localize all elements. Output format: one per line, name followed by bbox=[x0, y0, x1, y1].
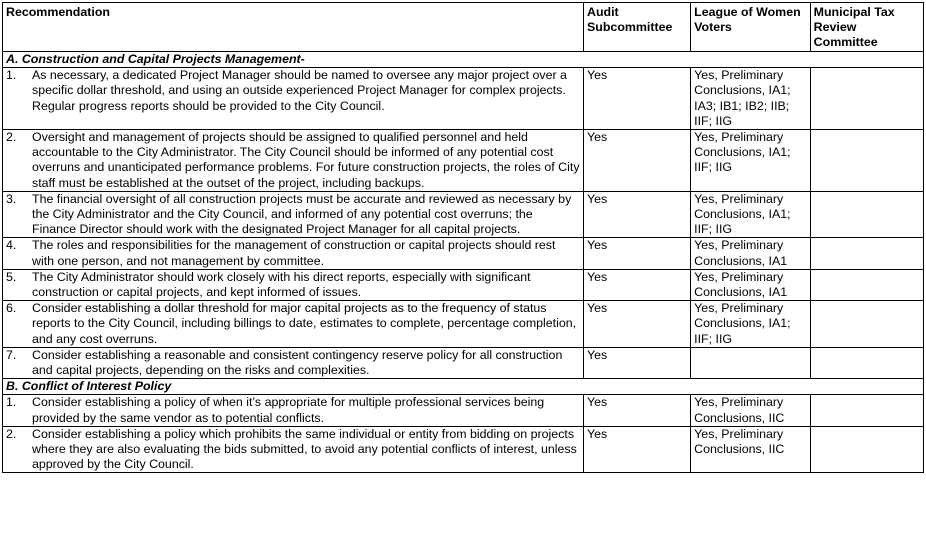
league-cell: Yes, Preliminary Conclusions, IA1 bbox=[691, 238, 811, 269]
league-cell bbox=[691, 347, 811, 378]
section-title: A. Construction and Capital Projects Management- bbox=[3, 52, 924, 68]
table-row bbox=[3, 426, 924, 473]
section-row bbox=[3, 52, 924, 68]
item-number: 4. bbox=[6, 238, 17, 253]
item-text: The City Administrator should work closely with his direct reports, especially with significant construction or capital projects, and kept informed of issues. bbox=[32, 269, 531, 300]
municipal-cell bbox=[810, 68, 923, 130]
recommendations-table bbox=[2, 2, 924, 473]
municipal-cell bbox=[810, 191, 923, 238]
header-league-of-women-voters: League of Women Voters bbox=[691, 3, 811, 52]
recommendation-cell bbox=[3, 68, 584, 130]
audit-cell: Yes bbox=[584, 191, 691, 238]
table-row bbox=[3, 191, 924, 238]
league-cell: Yes, Preliminary Conclusions, IIC bbox=[691, 426, 811, 473]
item-number: 2. bbox=[6, 426, 17, 441]
municipal-cell bbox=[810, 426, 923, 473]
audit-cell: Yes bbox=[584, 130, 691, 192]
header-row bbox=[3, 3, 924, 52]
header-recommendation: Recommendation bbox=[3, 3, 584, 52]
table-row bbox=[3, 301, 924, 348]
section-title: B. Conflict of Interest Policy bbox=[3, 379, 924, 395]
item-number: 1. bbox=[6, 68, 17, 83]
league-cell: Yes, Preliminary Conclusions, IA1; IIF; IIG bbox=[691, 301, 811, 348]
item-text: Consider establishing a policy which prohibits the same individual or entity from bidding on projects where they are also evaluating the bids submitted, to avoid any potential conflicts of interest, unless approved by the City Council. bbox=[32, 426, 577, 472]
recommendation-cell bbox=[3, 301, 584, 348]
item-text: Consider establishing a policy of when it’s appropriate for multiple professional services being provided by the same vendor as to potential conflicts. bbox=[32, 395, 545, 425]
municipal-cell bbox=[810, 347, 923, 378]
municipal-cell bbox=[810, 301, 923, 348]
header-audit-subcommittee: Audit Subcommittee bbox=[584, 3, 691, 52]
item-text: The roles and responsibilities for the management of construction or capital projects should rest with one person, and not management by committee. bbox=[32, 238, 556, 268]
item-text: The financial oversight of all construction projects must be accurate and reviewed as necessary by the City Administrator and the City Council, and informed of any potential cost overruns; the Finance Director should work with the designated Project Manager for all capital projects. bbox=[32, 191, 572, 237]
item-number: 7. bbox=[6, 347, 17, 362]
table-row bbox=[3, 238, 924, 269]
header-municipal-tax-review: Municipal Tax Review Committee bbox=[810, 3, 923, 52]
recommendation-cell bbox=[3, 130, 584, 192]
recommendation-cell bbox=[3, 395, 584, 426]
audit-cell: Yes bbox=[584, 347, 691, 378]
item-number: 3. bbox=[6, 191, 17, 206]
recommendation-cell bbox=[3, 191, 584, 238]
audit-cell: Yes bbox=[584, 269, 691, 300]
table-row bbox=[3, 395, 924, 426]
recommendation-cell bbox=[3, 269, 584, 300]
table-row bbox=[3, 130, 924, 192]
municipal-cell bbox=[810, 130, 923, 192]
table-row bbox=[3, 68, 924, 130]
municipal-cell bbox=[810, 395, 923, 426]
item-text: Consider establishing a reasonable and consistent contingency reserve policy for all construction and capital projects, depending on the risks and complexities. bbox=[32, 347, 563, 378]
item-number: 6. bbox=[6, 301, 17, 316]
item-text: Oversight and management of projects should be assigned to qualified personnel and held accountable to the City Administrator. The City Council should be informed of any potential cost overruns and unanticipated performance problems. For future construction projects, the roles of City staff must be established at the outset of the project, including backups. bbox=[32, 130, 580, 190]
audit-cell: Yes bbox=[584, 301, 691, 348]
league-cell: Yes, Preliminary Conclusions, IA1; IA3; IB1; IB2; IIB; IIF; IIG bbox=[691, 68, 811, 130]
item-text: Consider establishing a dollar threshold for major capital projects as to the frequency of status reports to the City Council, including billings to date, estimates to complete, percentage completion, and any cost overruns. bbox=[32, 301, 577, 346]
municipal-cell bbox=[810, 238, 923, 269]
audit-cell: Yes bbox=[584, 238, 691, 269]
section-row bbox=[3, 379, 924, 395]
item-number: 5. bbox=[6, 269, 17, 284]
table-row bbox=[3, 269, 924, 300]
item-number: 2. bbox=[6, 130, 17, 145]
league-cell: Yes, Preliminary Conclusions, IA1; IIF; IIG bbox=[691, 191, 811, 238]
item-number: 1. bbox=[6, 395, 17, 410]
audit-cell: Yes bbox=[584, 395, 691, 426]
recommendation-cell bbox=[3, 238, 584, 269]
audit-cell: Yes bbox=[584, 426, 691, 473]
league-cell: Yes, Preliminary Conclusions, IA1; IIF; IIG bbox=[691, 130, 811, 192]
municipal-cell bbox=[810, 269, 923, 300]
league-cell: Yes, Preliminary Conclusions, IIC bbox=[691, 395, 811, 426]
item-text: As necessary, a dedicated Project Manager should be named to oversee any major project over a specific dollar threshold, and using an outside experienced Project Manager for complex projects. Regular progress reports should be provided to the City Council. bbox=[32, 68, 567, 113]
recommendation-cell bbox=[3, 347, 584, 378]
audit-cell: Yes bbox=[584, 68, 691, 130]
table-row bbox=[3, 347, 924, 378]
recommendation-cell bbox=[3, 426, 584, 473]
league-cell: Yes, Preliminary Conclusions, IA1 bbox=[691, 269, 811, 300]
